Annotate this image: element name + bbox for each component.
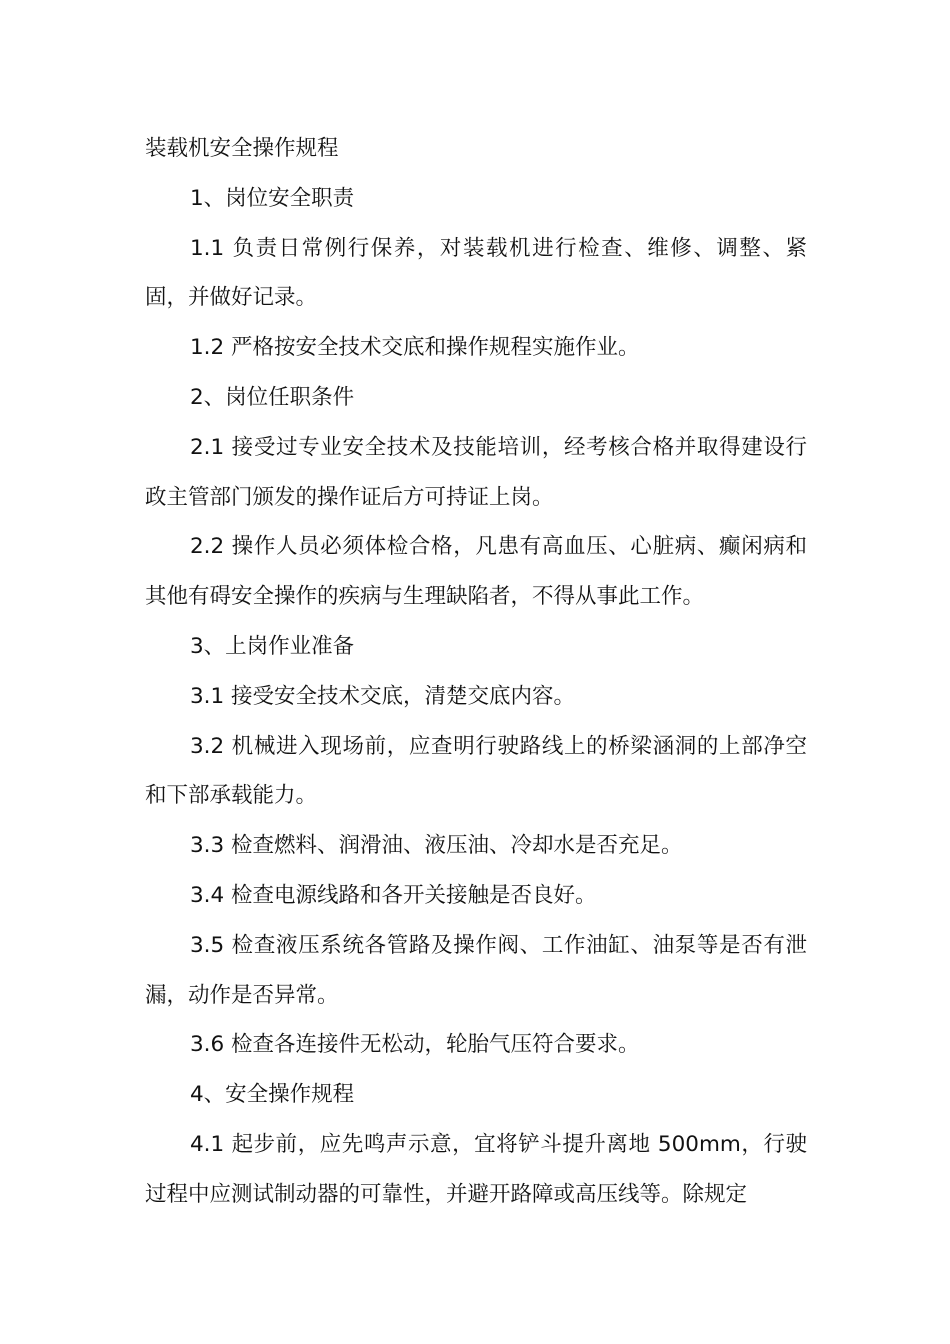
paragraph-3-3: 3.3 检查燃料、润滑油、液压油、冷却水是否充足。 [190, 833, 683, 859]
paragraph-3-6: 3.6 检查各连接件无松动，轮胎气压符合要求。 [190, 1032, 640, 1058]
paragraph-3-4: 3.4 检查电源线路和各开关接触是否良好。 [190, 882, 597, 908]
paragraph-3-1: 3.1 接受安全技术交底，清楚交底内容。 [190, 683, 576, 709]
paragraph-3-2: 3.2 机械进入现场前，应查明行驶路线上的桥梁涵洞的上部净空和下部承载能力。 [145, 733, 807, 809]
section-heading-2: 2、岗位任职条件 [190, 384, 355, 410]
document-body [145, 124, 807, 1220]
paragraph-1-1: 1.1 负责日常例行保养，对装载机进行检查、维修、调整、紧固，并做好记录。 [145, 235, 807, 311]
section-heading-4: 4、安全操作规程 [190, 1082, 355, 1108]
paragraph-4-1: 4.1 起步前，应先鸣声示意，宜将铲斗提升离地 500mm，行驶过程中应测试制动器的可靠性，并避开路障或高压线等。除规定 [145, 1131, 807, 1207]
paragraph-2-1: 2.1 接受过专业安全技术及技能培训，经考核合格并取得建设行政主管部门颁发的操作证后方可持证上岗。 [145, 434, 807, 510]
document-title: 装载机安全操作规程 [145, 136, 339, 161]
section-heading-3: 3、上岗作业准备 [190, 633, 355, 659]
paragraph-3-5: 3.5 检查液压系统各管路及操作阀、工作油缸、油泵等是否有泄漏，动作是否异常。 [145, 932, 807, 1008]
paragraph-1-2: 1.2 严格按安全技术交底和操作规程实施作业。 [190, 335, 640, 361]
section-heading-1: 1、岗位安全职责 [190, 185, 355, 211]
paragraph-2-2: 2.2 操作人员必须体检合格，凡患有高血压、心脏病、癫闲病和其他有碍安全操作的疾病与生理缺陷者，不得从事此工作。 [145, 534, 807, 610]
